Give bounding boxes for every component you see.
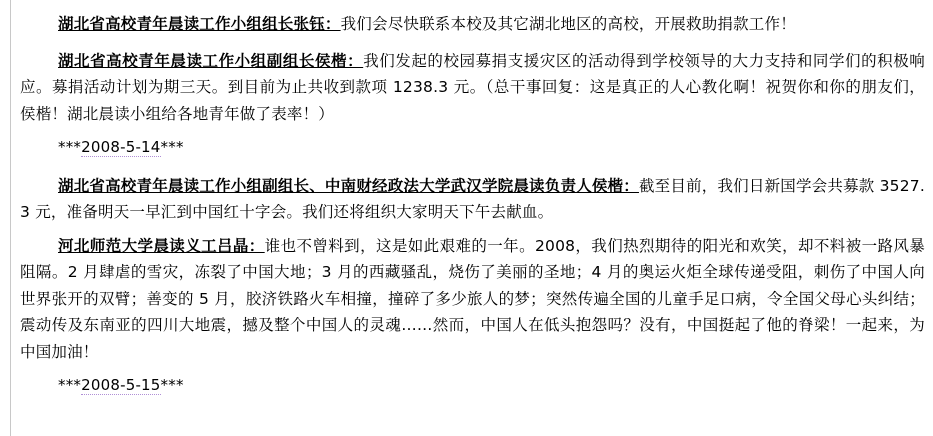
- entry-text: 我们会尽快联系本校及其它湖北地区的高校，开展救助捐款工作！: [340, 15, 796, 33]
- entry-speaker: 湖北省高校青年晨读工作小组组长张钰：: [58, 15, 341, 33]
- entry-text: 谁也不曾料到，这是如此艰难的一年。2008，我们热烈期待的阳光和欢笑，却不料被一路风暴阻隔。2 月肆虐的雪灾，冻裂了中国大地；3 月的西藏骚乱，烧伤了美丽的圣地；4 月的奥运火炬全球传递受阻，刺伤了中国人向世界张开的双臂；善变的 5 月，胶济铁路火车相撞，撞碎了多少旅人的梦；突然传遍全国的儿童手足口病，令全国父母心头纠结；震动传及东南亚的四川大地震，撼及整个中国人的灵魂……然而，中国人在低头抱怨吗？没有，中国挺起了他的脊梁！一起来，为中国加油！: [20, 236, 925, 361]
- dateline-date: 2008-5-14: [81, 138, 161, 156]
- document-body[interactable]: [20, 11, 925, 411]
- entry-paragraph: [20, 233, 925, 366]
- entry-speaker: 河北师范大学晨读义工吕晶：: [58, 236, 265, 255]
- page-margin-line: [10, 0, 11, 436]
- dateline: [20, 134, 925, 161]
- dateline: [20, 372, 925, 399]
- dateline-prefix: ***: [58, 376, 82, 394]
- dateline-suffix: ***: [160, 376, 184, 394]
- entry-paragraph: [20, 173, 925, 226]
- entry-speaker: 湖北省高校青年晨读工作小组副组长侯楷：: [58, 51, 364, 70]
- entry-paragraph: [20, 48, 925, 128]
- dateline-suffix: ***: [160, 138, 184, 156]
- entry-paragraph: [20, 11, 925, 38]
- entry-text: 我们发起的校园募捐支援灾区的活动得到学校领导的大力支持和同学们的积极响应。募捐活动计划为期三天。到目前为止共收到款项 1238.3 元。（总干事回复：这是真正的人心教化啊！祝贺你和你的朋友们，侯楷！湖北晨读小组给各地青年做了表率！）: [20, 51, 925, 123]
- entry-text: 截至目前，我们日新国学会共募款 3527.3 元，准备明天一早汇到中国红十字会。我们还将组织大家明天下午去献血。: [20, 176, 925, 221]
- dateline-prefix: ***: [58, 138, 82, 156]
- dateline-date: 2008-5-15: [81, 376, 161, 394]
- entry-speaker: 湖北省高校青年晨读工作小组副组长、中南财经政法大学武汉学院晨读负责人侯楷：: [58, 176, 639, 195]
